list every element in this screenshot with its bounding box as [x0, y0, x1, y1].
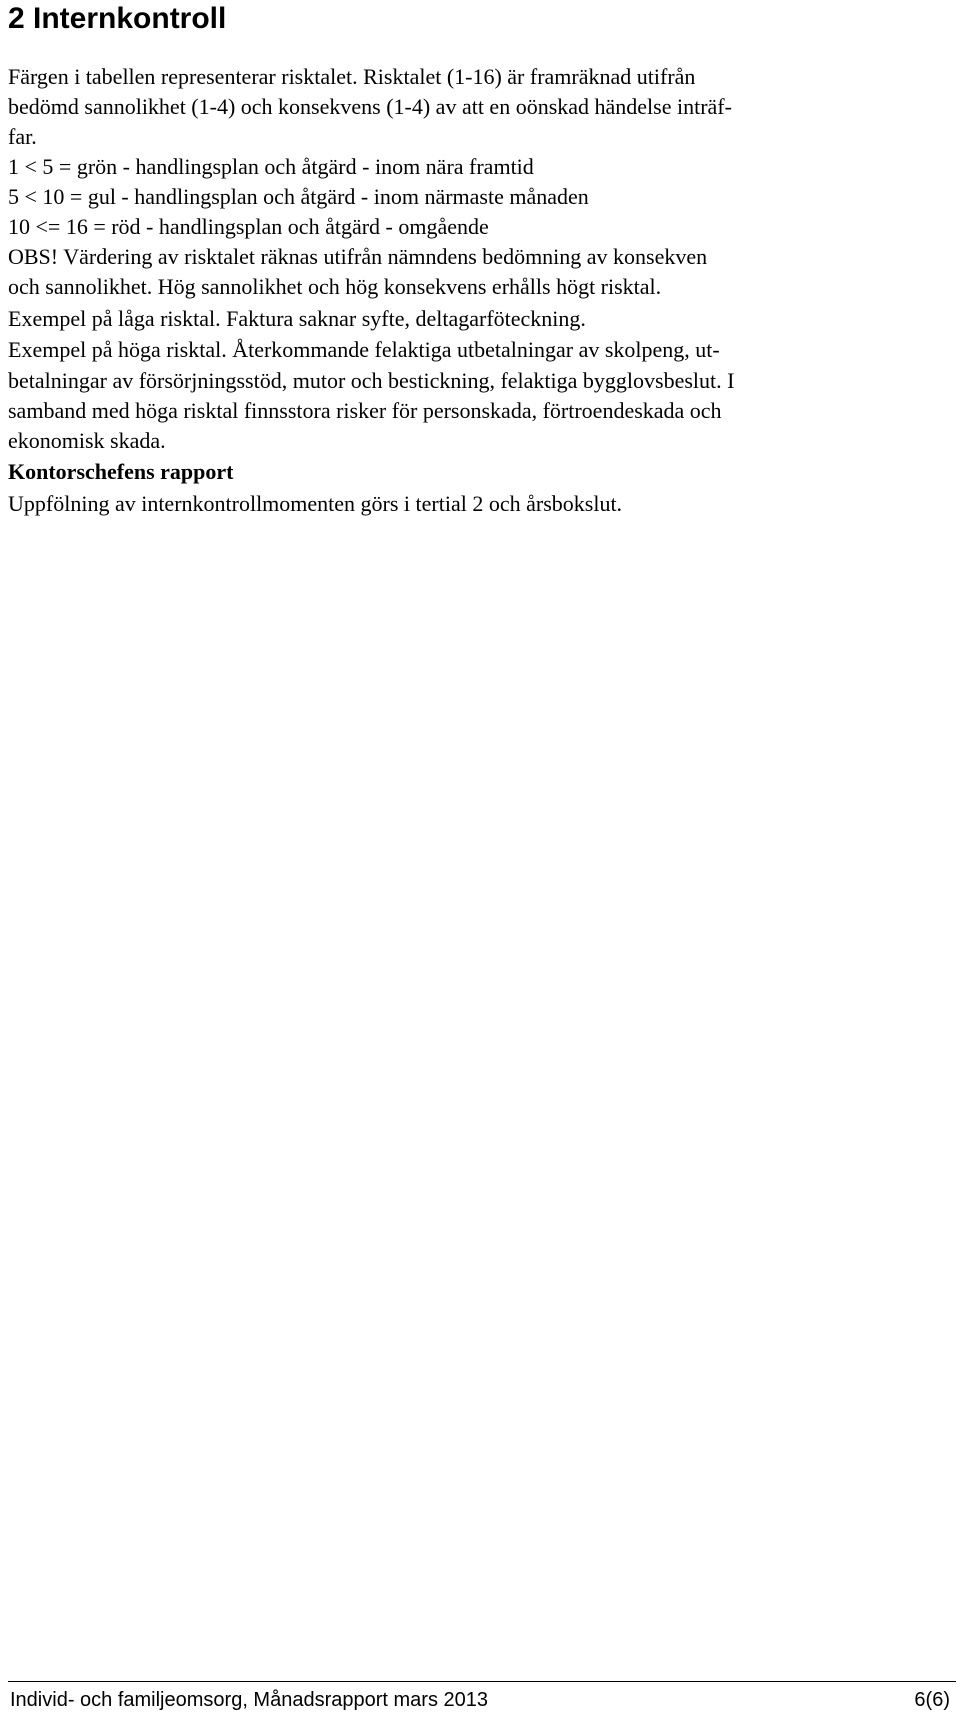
high-risk-example-line-1: Exempel på höga risktal. Återkommande felaktiga utbetalningar av skolpeng, ut-: [8, 337, 720, 362]
legend-red: 10 <= 16 = röd - handlingsplan och åtgärd - omgående: [8, 214, 489, 239]
page-title: 2 Internkontroll: [8, 2, 227, 35]
report-heading: Kontorschefens rapport: [8, 459, 234, 484]
obs-text-line-2: och sannolikhet. Hög sannolikhet och hög konsekvens erhålls högt risktal.: [8, 274, 662, 299]
intro-text-line-1: Färgen i tabellen representerar risktalet. Risktalet (1-16) är framräknad utifrån: [8, 64, 696, 89]
low-risk-example: Exempel på låga risktal. Faktura saknar syfte, deltagarföteckning.: [8, 306, 586, 331]
footer-title: Individ- och familjeomsorg, Månadsrapport mars 2013: [10, 1689, 488, 1711]
report-text: Uppfölning av internkontrollmomenten görs i tertial 2 och årsbokslut.: [8, 491, 623, 516]
intro-text-line-3: far.: [8, 124, 37, 149]
high-risk-example-line-2: betalningar av försörjningsstöd, mutor och bestickning, felaktiga bygglovsbeslut. I: [8, 368, 735, 393]
obs-text-line-1: OBS! Värdering av risktalet räknas utifrån nämndens bedömning av konsekven: [8, 244, 708, 269]
high-risk-example-line-4: ekonomisk skada.: [8, 428, 166, 453]
page-number: 6(6): [914, 1689, 950, 1711]
high-risk-example-line-3: samband med höga risktal finnsstora risker för personskada, förtroendeskada och: [8, 398, 722, 423]
intro-text-line-2: bedömd sannolikhet (1-4) och konsekvens (1-4) av att en oönskad händelse inträf-: [8, 94, 732, 119]
legend-yellow: 5 < 10 = gul - handlingsplan och åtgärd - inom närmaste månaden: [8, 184, 589, 209]
footer-divider: [8, 1681, 956, 1682]
legend-green: 1 < 5 = grön - handlingsplan och åtgärd - inom nära framtid: [8, 154, 534, 179]
